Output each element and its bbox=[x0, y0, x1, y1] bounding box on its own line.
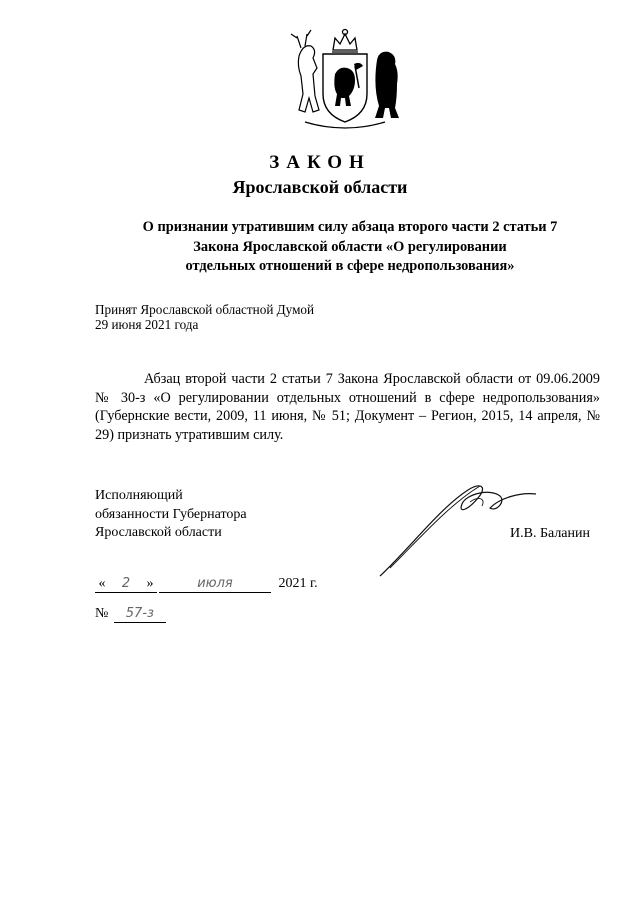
law-number bbox=[95, 606, 166, 628]
subject-line: отдельных отношений в сфере недропользования» bbox=[185, 258, 515, 274]
law-heading: ЗАКОН bbox=[269, 152, 371, 173]
subject-line: Закона Ярославской области «О регулировании bbox=[193, 238, 507, 255]
law-paragraph: Абзац второй части 2 статьи 7 Закона Ярославской области от 09.06.2009 № 30-з «О регулировании отдельных отношений в сфере недропользования» (Губернские вести, 2009, 11 июня, № 51; Документ – Регион, 2015, 14 апреля, № 29) признать утратившим силу. bbox=[95, 371, 600, 443]
coat-of-arms-icon bbox=[285, 26, 405, 130]
signer-title-line: Ярославской области bbox=[95, 525, 222, 540]
signer-title-line: Исполняющий bbox=[95, 488, 183, 503]
signer-title-line: обязанности Губернатора bbox=[95, 506, 247, 522]
law-subject-title bbox=[120, 218, 580, 277]
subject-line: О признании утратившим силу абзаца второго части 2 статьи 7 bbox=[142, 219, 558, 235]
number-value: 57-з bbox=[114, 606, 166, 623]
number-prefix: № bbox=[95, 606, 109, 621]
date-month: июля bbox=[159, 576, 271, 593]
date-close-quote: » bbox=[143, 576, 157, 593]
adoption-body: Принят Ярославской областной Думой bbox=[95, 302, 315, 317]
region-heading: Ярославской области bbox=[232, 177, 408, 197]
date-open-quote: « bbox=[95, 576, 109, 593]
adoption-date: 29 июня 2021 года bbox=[95, 317, 199, 332]
date-year: 2021 г. bbox=[278, 576, 318, 591]
signer-position bbox=[95, 487, 247, 543]
signer-name: И.В. Баланин bbox=[510, 526, 591, 541]
signing-date bbox=[95, 576, 318, 596]
adoption-note bbox=[95, 302, 314, 332]
date-day: 2 bbox=[109, 576, 143, 593]
